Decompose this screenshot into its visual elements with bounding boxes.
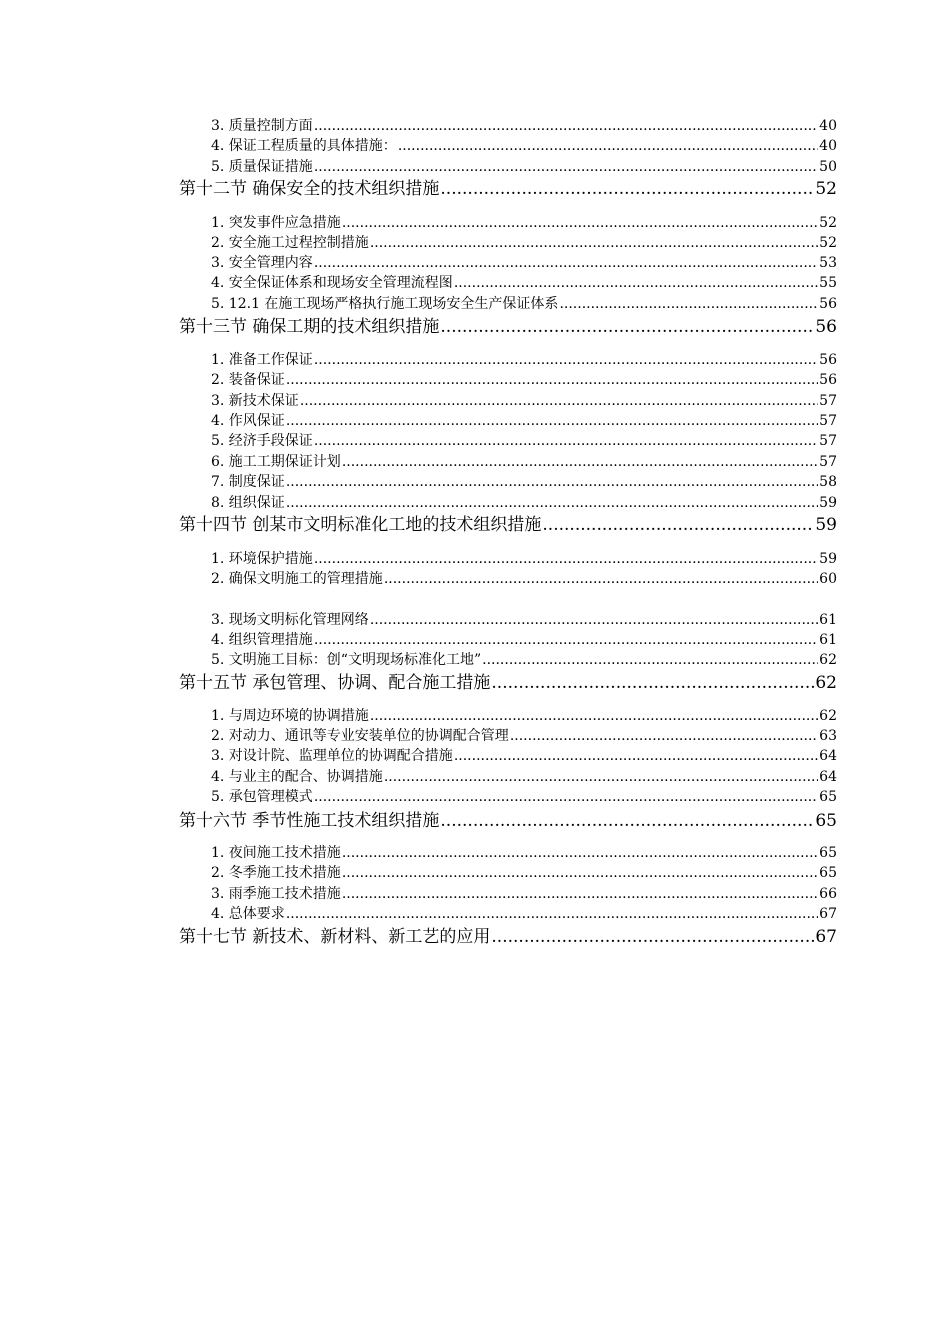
toc-entry-label: 7. 制度保证 [211,474,285,490]
toc-item-entry[interactable] [211,787,837,807]
toc-entry-label: 1. 环境保护措施 [211,551,313,567]
toc-entry-label: 1. 准备工作保证 [211,352,313,368]
toc-page-number: 57 [819,393,837,409]
toc-page-number: 63 [819,728,837,744]
toc-dot-leader [342,884,818,904]
toc-entry-label: 3. 质量控制方面 [211,118,313,134]
toc-entry-label: 5. 质量保证措施 [211,159,313,175]
toc-page-number: 65 [819,845,837,861]
toc-dot-leader [370,610,818,630]
toc-page-number: 62 [819,708,837,724]
toc-item-entry[interactable] [211,863,837,883]
toc-item-entry[interactable] [211,253,837,273]
toc-entry-label: 2. 冬季施工技术措施 [211,865,341,881]
toc-entry-label: 第十六节 季节性施工技术组织措施 [179,811,440,831]
toc-dot-leader [286,493,818,513]
toc-dot-leader [286,904,818,924]
toc-dot-leader [342,863,818,883]
toc-dot-leader [314,350,818,370]
toc-item-entry[interactable] [211,233,837,253]
toc-page-number: 57 [819,454,837,470]
toc-entry-label: 5. 承包管理模式 [211,789,313,805]
toc-dot-leader [314,630,818,650]
toc-entry-label: 4. 总体要求 [211,906,285,922]
toc-entry-label: 第十五节 承包管理、协调、配合施工措施 [179,673,491,693]
toc-page-number: 58 [819,474,837,490]
toc-item-entry[interactable] [211,706,837,726]
toc-item-entry[interactable] [211,726,837,746]
toc-page-number: 66 [819,886,837,902]
toc-dot-leader [482,650,818,670]
toc-dot-leader [559,294,818,314]
toc-item-entry[interactable] [211,472,837,492]
toc-item-entry[interactable] [211,843,837,863]
toc-page-number: 52 [815,179,837,199]
toc-entry-label: 第十三节 确保工期的技术组织措施 [179,317,440,337]
toc-item-entry[interactable] [211,431,837,451]
toc-dot-leader [454,273,818,293]
toc-dot-leader [314,116,818,136]
toc-entry-label: 4. 组织管理措施 [211,632,313,648]
toc-page-number: 60 [819,571,837,587]
toc-item-entry[interactable] [211,452,837,472]
toc-entry-label: 3. 对设计院、监理单位的协调配合措施 [211,748,453,764]
toc-dot-leader [491,925,814,949]
toc-item-entry[interactable] [211,746,837,766]
toc-dot-leader [510,726,818,746]
toc-dot-leader [398,136,818,156]
toc-entry-label: 3. 安全管理内容 [211,255,313,271]
toc-page-number: 64 [819,769,837,785]
toc-item-entry[interactable] [211,350,837,370]
toc-section-entry[interactable] [179,513,837,537]
toc-entry-label: 2. 确保文明施工的管理措施 [211,571,383,587]
toc-dot-leader [384,569,818,589]
toc-page-number: 65 [819,789,837,805]
toc-entry-label: 4. 保证工程质量的具体措施： [211,138,397,154]
toc-dot-leader [440,315,814,339]
toc-page-number: 52 [819,215,837,231]
toc-page-number: 57 [819,413,837,429]
toc-dot-leader [342,843,818,863]
toc-page-number: 40 [819,138,837,154]
toc-entry-label: 4. 安全保证体系和现场安全管理流程图 [211,275,453,291]
toc-dot-leader [314,549,818,569]
toc-entry-label: 3. 雨季施工技术措施 [211,886,341,902]
toc-item-entry[interactable] [211,294,837,314]
toc-item-entry[interactable] [211,767,837,787]
toc-dot-leader [314,431,818,451]
toc-dot-leader [314,253,818,273]
toc-item-entry[interactable] [211,370,837,390]
toc-dot-leader [440,177,814,201]
toc-dot-leader [286,472,818,492]
toc-entry-label: 4. 作风保证 [211,413,285,429]
toc-dot-leader [440,809,814,833]
toc-item-entry[interactable] [211,213,837,233]
toc-entry-label: 1. 与周边环境的协调措施 [211,708,369,724]
toc-entry-label: 5. 12.1 在施工现场严格执行施工现场安全生产保证体系 [211,296,559,312]
toc-dot-leader [491,671,814,695]
toc-entry-label: 2. 安全施工过程控制措施 [211,235,369,251]
toc-page-number: 55 [819,275,837,291]
toc-entry-label: 1. 突发事件应急措施 [211,215,341,231]
toc-entry-label: 6. 施工工期保证计划 [211,454,341,470]
toc-page-number: 61 [819,612,837,628]
toc-entry-label: 5. 文明施工目标：创“文明现场标准化工地” [211,652,482,668]
toc-page-number: 65 [819,865,837,881]
toc-page-number: 64 [819,748,837,764]
toc-item-entry[interactable] [211,273,837,293]
toc-entry-label: 8. 组织保证 [211,495,285,511]
toc-entry-label: 第十四节 创某市文明标准化工地的技术组织措施 [179,515,542,535]
toc-dot-leader [342,213,818,233]
toc-item-entry[interactable] [211,136,837,156]
toc-page-number: 50 [819,159,837,175]
toc-page-number: 56 [819,296,837,312]
toc-entry-label: 2. 装备保证 [211,372,285,388]
toc-page-number: 62 [819,652,837,668]
toc-page-number: 67 [815,927,837,947]
toc-entry-label: 3. 新技术保证 [211,393,299,409]
toc-entry-label: 4. 与业主的配合、协调措施 [211,769,383,785]
toc-page-number: 56 [819,352,837,368]
toc-section-entry[interactable] [179,177,837,201]
toc-section-entry[interactable] [179,809,837,833]
toc-section-entry[interactable] [179,925,837,949]
toc-item-entry[interactable] [211,650,837,670]
toc-page-number: 56 [815,317,837,337]
toc-dot-leader [314,157,818,177]
toc-page-number: 62 [815,673,837,693]
toc-page-number: 56 [819,372,837,388]
toc-dot-leader [370,233,818,253]
toc-item-entry[interactable] [211,610,837,630]
toc-dot-leader [314,787,818,807]
toc-entry-label: 第十七节 新技术、新材料、新工艺的应用 [179,927,491,947]
toc-dot-leader [300,391,818,411]
toc-entry-label: 3. 现场文明标化管理网络 [211,612,369,628]
toc-item-entry[interactable] [211,493,837,513]
toc-page-number: 65 [815,811,837,831]
toc-entry-label: 5. 经济手段保证 [211,433,313,449]
toc-item-entry[interactable] [211,411,837,431]
toc-page-number: 57 [819,433,837,449]
toc-page-number: 61 [819,632,837,648]
toc-dot-leader [286,411,818,431]
toc-page-number: 59 [819,495,837,511]
toc-item-entry[interactable] [211,157,837,177]
toc-entry-label: 2. 对动力、通讯等专业安装单位的协调配合管理 [211,728,509,744]
toc-dot-leader [384,767,818,787]
toc-item-entry[interactable] [211,904,837,924]
toc-dot-leader [342,452,818,472]
toc-dot-leader [370,706,818,726]
toc-section-entry[interactable] [179,315,837,339]
toc-entry-label: 1. 夜间施工技术措施 [211,845,341,861]
toc-page-number: 53 [819,255,837,271]
toc-dot-leader [454,746,818,766]
toc-page-number: 40 [819,118,837,134]
toc-item-entry[interactable] [211,884,837,904]
toc-item-entry[interactable] [211,569,837,589]
toc-item-entry[interactable] [211,116,837,136]
toc-item-entry[interactable] [211,549,837,569]
toc-entry-label: 第十二节 确保安全的技术组织措施 [179,179,440,199]
toc-page-number: 67 [819,906,837,922]
toc-item-entry[interactable] [211,391,837,411]
toc-section-entry[interactable] [179,671,837,695]
toc-page-number: 59 [819,551,837,567]
toc-item-entry[interactable] [211,630,837,650]
toc-page-number: 59 [815,515,837,535]
toc-dot-leader [286,370,818,390]
toc-page-number: 52 [819,235,837,251]
toc-dot-leader [542,513,814,537]
